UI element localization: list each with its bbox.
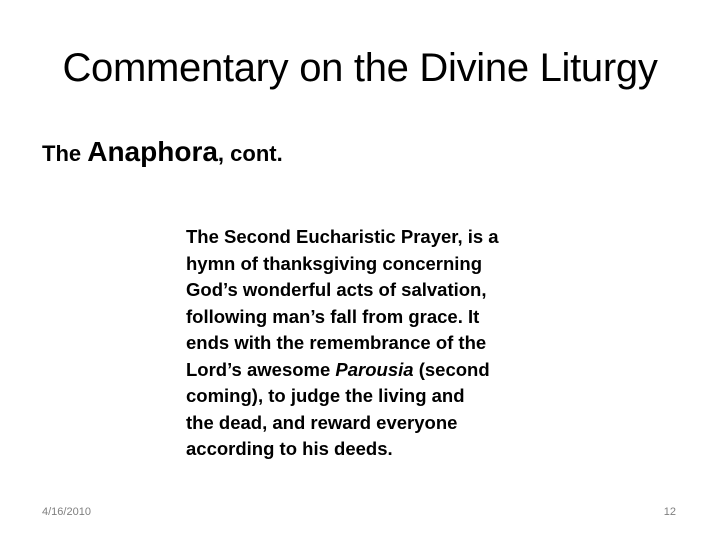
body-line-after: (second <box>413 358 490 380</box>
body-line <box>186 357 546 384</box>
body-line: hymn of thanksgiving concerning <box>186 252 483 274</box>
body-line-before: Lord’s awesome <box>186 358 336 380</box>
parousia-term: Parousia <box>335 358 414 380</box>
body-line: the dead, and reward everyone <box>186 411 458 433</box>
subtitle-prefix: The <box>42 141 88 166</box>
footer-date: 4/16/2010 <box>42 506 91 518</box>
body-line: ends with the remembrance of the <box>186 332 487 353</box>
body-paragraph <box>186 224 546 463</box>
body-line: according to his deeds. <box>186 438 393 459</box>
subtitle-suffix: , cont. <box>217 141 283 166</box>
slide-title: Commentary on the Divine Liturgy <box>62 46 658 90</box>
footer-page-number: 12 <box>663 506 676 518</box>
body-line: God’s wonderful acts of salvation, <box>186 279 487 300</box>
subtitle-emphasis: Anaphora <box>87 136 218 167</box>
slide-subtitle <box>42 132 283 174</box>
body-line: The Second Eucharistic Prayer, is a <box>186 226 499 247</box>
body-line: coming), to judge the living and <box>186 385 465 406</box>
body-line: following man’s fall from grace. It <box>186 305 480 327</box>
